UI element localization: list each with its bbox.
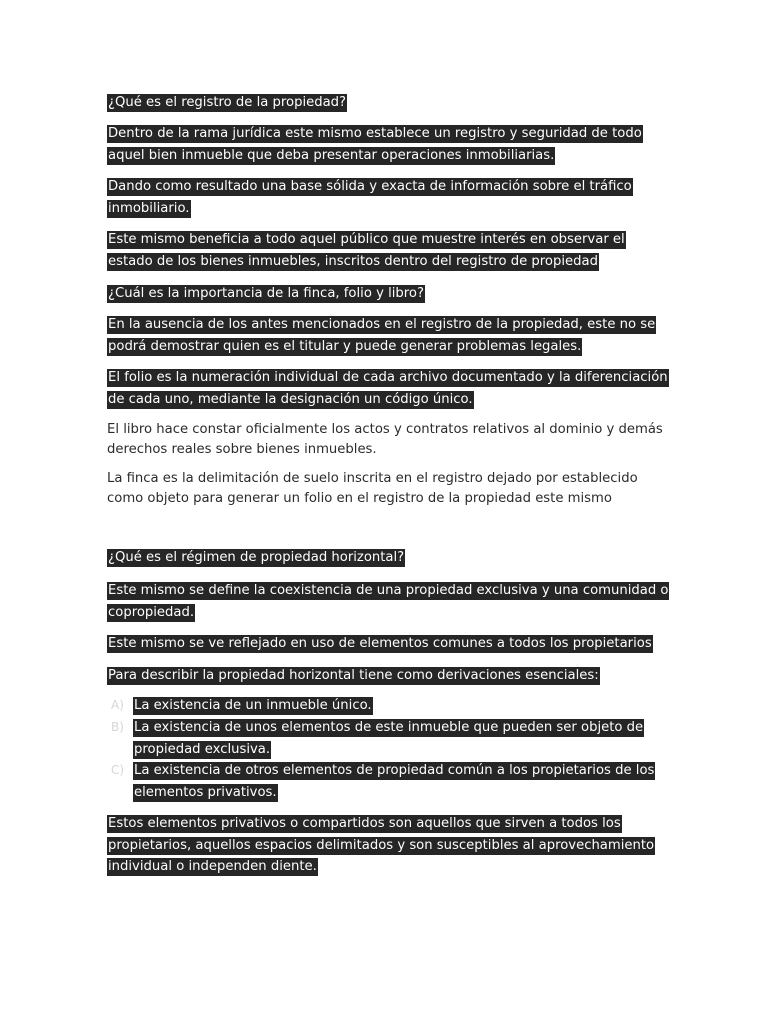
paragraph-elementos-comunes — [107, 633, 672, 655]
list-marker: A) — [111, 698, 124, 712]
question-text: ¿Cuál es la importancia de la finca, folio y libro? — [108, 286, 424, 301]
paragraph-text: Este mismo beneficia a todo aquel público que muestre interés en observar el estado de los bienes inmuebles, inscritos dentro del registro de propiedad — [108, 232, 625, 269]
paragraph-text: Estos elementos privativos o compartidos son aquellos que sirven a todos los propietarios, aquellos espacios delimitados y son susceptibles al aprovechamiento individual o independen diente. — [108, 816, 655, 874]
paragraph-definicion — [107, 123, 672, 166]
paragraph-text: En la ausencia de los antes mencionados en el registro de la propiedad, este no se podrá demostrar quien es el titular y puede generar problemas legales. — [108, 317, 656, 354]
paragraph-text: Este mismo se ve reflejado en uso de elementos comunes a todos los propietarios — [108, 636, 652, 651]
paragraph-text: Este mismo se define la coexistencia de una propiedad exclusiva y una comunidad o copropiedad. — [108, 583, 669, 620]
list-item-text: La existencia de un inmueble único. — [134, 698, 372, 713]
list-item — [107, 717, 672, 760]
paragraph-text: Dentro de la rama jurídica este mismo establece un registro y seguridad de todo aquel bien inmueble que deba presentar operaciones inmobiliarias. — [108, 126, 642, 163]
paragraph-libro: El libro hace constar oficialmente los actos y contratos relativos al dominio y demás derechos reales sobre bienes inmuebles. — [107, 422, 663, 457]
list-item-text: La existencia de unos elementos de este inmueble que pueden ser objeto de propiedad exclusiva. — [134, 720, 644, 757]
question-text: ¿Qué es el registro de la propiedad? — [108, 95, 347, 110]
paragraph-coexistencia — [107, 580, 672, 623]
list-marker: B) — [111, 720, 124, 734]
paragraph-folio — [107, 367, 672, 410]
list-item — [107, 760, 672, 803]
question-horizontal — [107, 547, 672, 569]
question-text: ¿Qué es el régimen de propiedad horizontal? — [108, 550, 405, 565]
list-item — [107, 695, 672, 717]
paragraph-derivaciones — [107, 665, 672, 687]
paragraph-privativos — [107, 813, 672, 878]
paragraph-text: El folio es la numeración individual de cada archivo documentado y la diferenciación de cada uno, mediante la designación un código único. — [108, 370, 668, 407]
paragraph-text: Dando como resultado una base sólida y exacta de información sobre el tráfico inmobiliario. — [108, 179, 632, 216]
paragraph-ausencia — [107, 314, 672, 357]
paragraph-text: Para describir la propiedad horizontal tiene como derivaciones esenciales: — [108, 668, 599, 683]
list-item-text: La existencia de otros elementos de propiedad común a los propietarios de los elementos privativos. — [134, 763, 655, 800]
list-marker: C) — [111, 763, 125, 777]
paragraph-finca: La finca es la delimitación de suelo inscrita en el registro dejado por establecido como objeto para generar un folio en el registro de la propiedad este mismo — [107, 471, 638, 506]
paragraph-beneficio — [107, 229, 672, 272]
question-importancia — [107, 283, 672, 305]
paragraph-resultado — [107, 176, 672, 219]
question-registro — [107, 92, 672, 114]
